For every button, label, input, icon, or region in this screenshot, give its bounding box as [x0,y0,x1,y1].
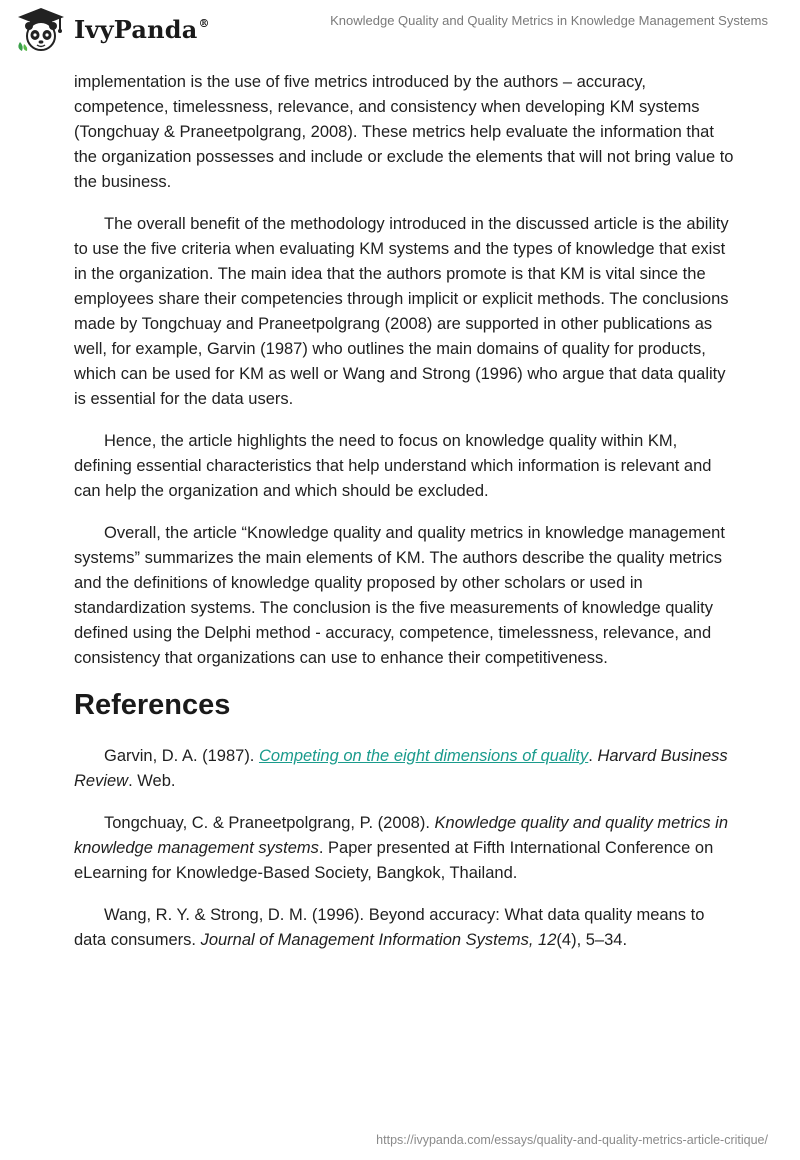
ivypanda-logo[interactable] [14,6,210,52]
source-url[interactable]: https://ivypanda.com/essays/quality-and-quality-metrics-article-critique/ [376,1133,768,1147]
reference-item: Tongchuay, C. & Praneetpolgrang, P. (2008). Knowledge quality and quality metrics in knowledge management systems. Paper presented at Fifth International Conference on eLearning for Knowledge-Based Society, Bangkok, Thailand. [74,814,729,882]
references-list [74,744,734,953]
paragraph: implementation is the use of five metrics introduced by the authors – accuracy, competence, timelessness, relevance, and consistency when developing KM systems (Tongchuay & Praneetpolgrang, 2008). These metrics help evaluate the information that the organization possesses and include or exclude the elements that will not bring value to the business. [74,73,734,191]
reference-item: Wang, R. Y. & Strong, D. M. (1996). Beyond accuracy: What data quality means to data consumers. Journal of Management Information Systems, 12(4), 5–34. [74,906,705,949]
reference-item: Garvin, D. A. (1987). Competing on the eight dimensions of quality. Harvard Business Review. Web. [74,747,728,790]
essay-body [74,70,734,970]
panda-graduate-icon [14,6,68,52]
document-title: Knowledge Quality and Quality Metrics in Knowledge Management Systems [330,13,768,28]
references-heading: References [74,689,231,721]
reference-link[interactable]: Competing on the eight dimensions of quality [258,747,589,765]
page-header [0,0,800,60]
paragraph: Hence, the article highlights the need to focus on knowledge quality within KM, defining essential characteristics that help understand which information is relevant and can help the organization and which should be excluded. [74,432,712,500]
paragraph: Overall, the article “Knowledge quality and quality metrics in knowledge management systems” summarizes the main elements of KM. The authors describe the quality metrics and the definitions of knowledge quality proposed by other scholars or used in standardization systems. The conclusion is the five measurements of knowledge quality defined using the Delphi method - accuracy, competence, timelessness, relevance, and consistency that organizations can use to enhance their competitiveness. [74,524,725,667]
paragraph: The overall benefit of the methodology introduced in the discussed article is the ability to use the five criteria when evaluating KM systems and the types of knowledge that exist in the organization. The main idea that the authors promote is that KM is vital since the employees share their competencies through implicit or explicit methods. The conclusions made by Tongchuay and Praneetpolgrang (2008) are supported in other publications as well, for example, Garvin (1987) who outlines the main domains of quality for products, which can be used for KM as well or Wang and Strong (1996) who argue that data quality is essential for the data users. [74,215,729,408]
brand-name: IvyPanda® [74,14,210,44]
